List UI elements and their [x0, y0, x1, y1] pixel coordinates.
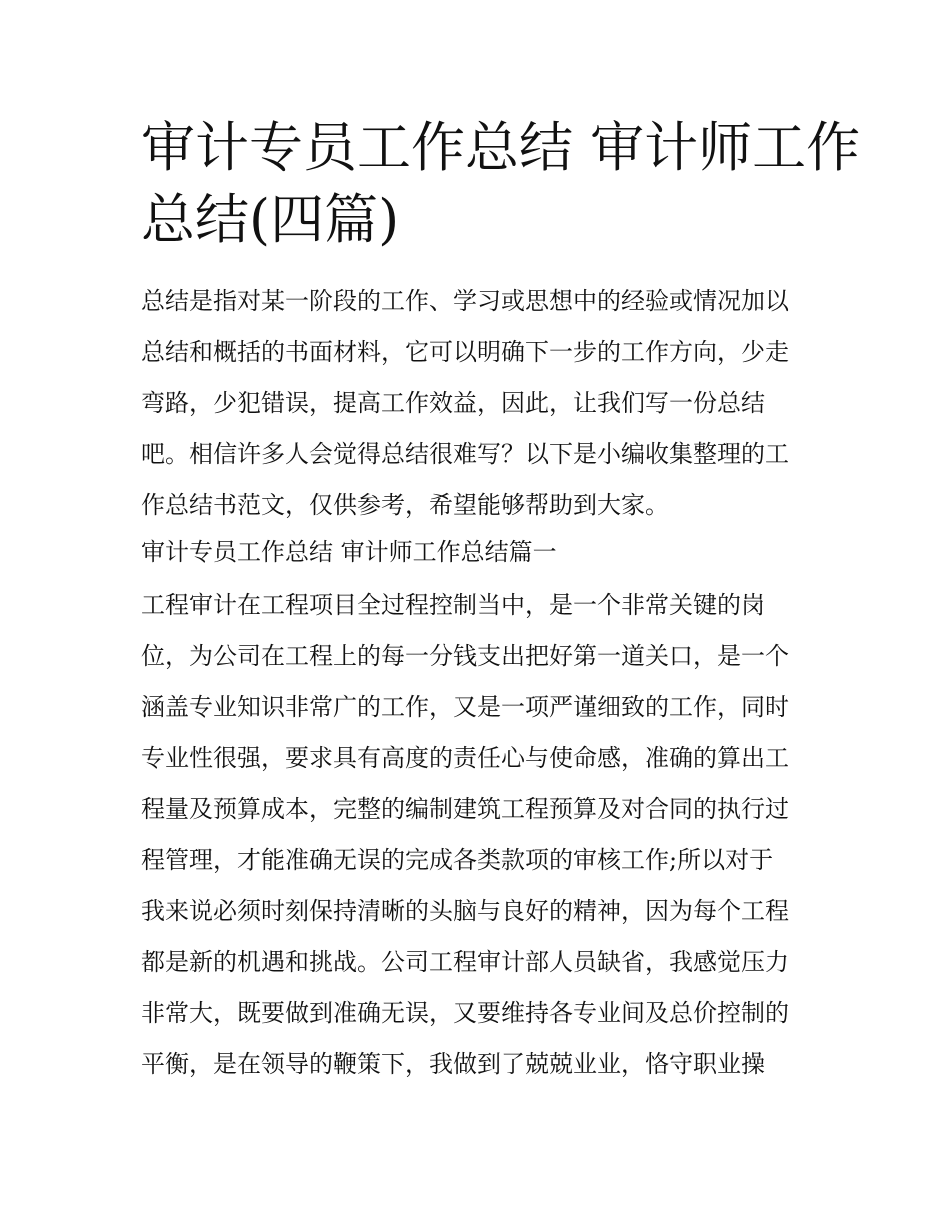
text-line: 总结是指对某一阶段的工作、学习或思想中的经验或情况加以 — [141, 287, 789, 315]
text-line: 专业性很强，要求具有高度的责任心与使命感，准确的算出工 — [141, 744, 789, 772]
section-heading: 审计专员工作总结 审计师工作总结篇一 — [141, 538, 557, 566]
intro-paragraph — [141, 276, 821, 531]
text-line: 都是新的机遇和挑战。公司工程审计部人员缺省，我感觉压力 — [141, 948, 789, 976]
title-line: 总结(四篇) — [141, 188, 400, 251]
text-line: 位，为公司在工程上的每一分钱支出把好第一道关口，是一个 — [141, 642, 789, 670]
text-line: 吧。相信许多人会觉得总结很难写？以下是小编收集整理的工 — [141, 440, 789, 468]
text-line: 程管理，才能准确无误的完成各类款项的审核工作;所以对于 — [141, 846, 774, 874]
text-line: 总结和概括的书面材料，它可以明确下一步的工作方向，少走 — [141, 338, 789, 366]
text-line: 工程审计在工程项目全过程控制当中，是一个非常关键的岗 — [141, 591, 765, 619]
document-title — [141, 112, 861, 256]
text-line: 我来说必须时刻保持清晰的头脑与良好的精神，因为每个工程 — [141, 897, 789, 925]
text-line: 平衡，是在领导的鞭策下，我做到了兢兢业业，恪守职业操 — [141, 1050, 765, 1078]
title-line: 审计专员工作总结 审计师工作 — [141, 116, 861, 179]
text-line: 非常大，既要做到准确无误，又要维持各专业间及总价控制的 — [141, 999, 789, 1027]
body-paragraph — [141, 580, 821, 1090]
text-line: 作总结书范文，仅供参考，希望能够帮助到大家。 — [141, 491, 669, 519]
text-line: 程量及预算成本，完整的编制建筑工程预算及对合同的执行过 — [141, 795, 789, 823]
text-line: 涵盖专业知识非常广的工作，又是一项严谨细致的工作，同时 — [141, 693, 789, 721]
text-line: 弯路，少犯错误，提高工作效益，因此，让我们写一份总结 — [141, 389, 765, 417]
